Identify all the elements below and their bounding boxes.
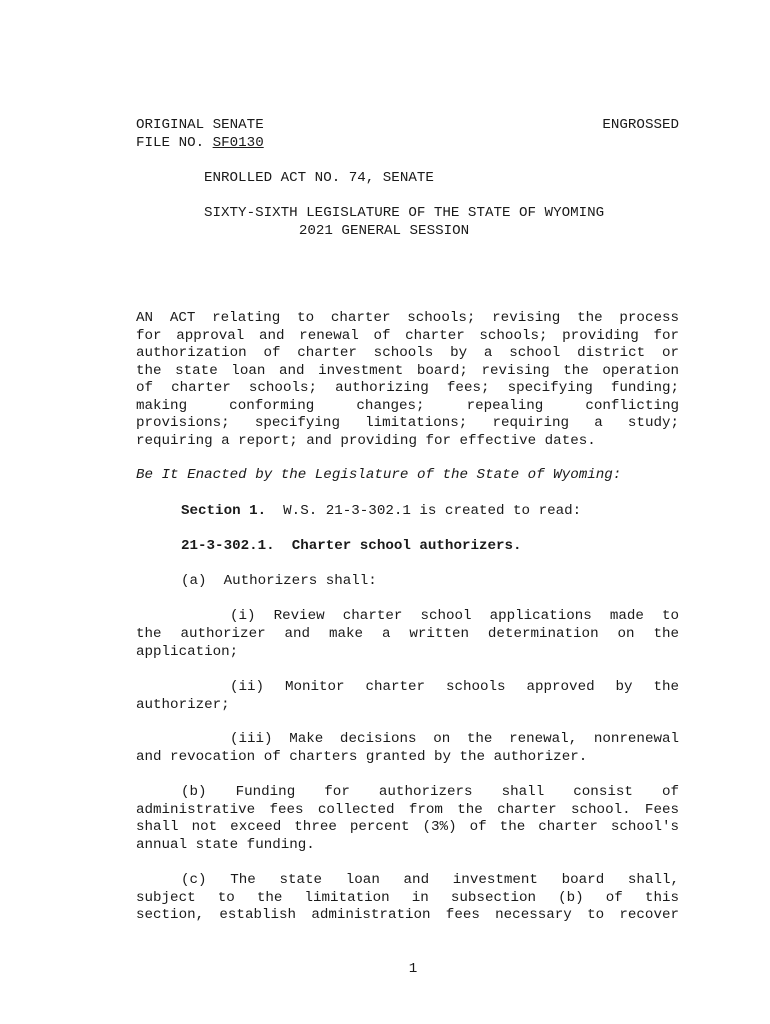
page-number: 1	[408, 961, 418, 977]
subsection-line: shall not exceed three percent (3%) of the charter school's	[136, 819, 679, 835]
section-1-text: W.S. 21-3-302.1 is created to read:	[283, 503, 582, 519]
act-title-line: of charter schools; authorizing fees; specifying funding;	[136, 380, 679, 396]
act-title-line: making conforming changes; repealing conflicting	[136, 397, 679, 414]
subsection-line: annual state funding.	[136, 836, 315, 853]
statute-heading	[181, 538, 522, 554]
subsection-line: subject to the limitation in subsection (b) of this	[136, 889, 679, 906]
act-title-line: authorization of charter schools by a school district or	[136, 345, 679, 361]
act-title-line: AN ACT relating to charter schools; revising the process	[136, 310, 679, 326]
paragraph-line: (iii) Make decisions on the renewal, nonrenewal	[230, 731, 679, 747]
paragraph-line: application;	[136, 643, 239, 660]
act-title-line: the state loan and investment board; revising the operation	[136, 362, 679, 379]
subsection-line: (c) The state loan and investment board shall,	[181, 872, 679, 888]
legislature-title: SIXTY-SIXTH LEGISLATURE OF THE STATE OF WYOMING	[204, 205, 605, 221]
statute-title: Charter school authorizers.	[291, 538, 522, 554]
header-file-no	[136, 135, 264, 151]
session-title: 2021 GENERAL SESSION	[298, 223, 470, 239]
paragraph-line: (ii) Monitor charter schools approved by the	[230, 679, 679, 695]
paragraph-line: the authorizer and make a written determination on the	[136, 626, 679, 642]
section-1	[181, 503, 581, 519]
act-title-line: provisions; specifying limitations; requiring a study;	[136, 415, 679, 431]
act-title-line: for approval and renewal of charter schools; providing for	[136, 327, 679, 344]
file-no-link[interactable]: SF0130	[212, 135, 264, 151]
subsection-line: (b) Funding for authorizers shall consist of	[181, 784, 679, 800]
section-1-label: Section 1.	[181, 503, 267, 519]
statute-number: 21-3-302.1.	[181, 538, 275, 554]
subsection-line: administrative fees collected from the charter school. Fees	[136, 801, 679, 818]
header-engrossed: ENGROSSED	[602, 117, 679, 133]
subsection-line: section, establish administration fees necessary to recover	[136, 907, 679, 923]
enacting-clause: Be It Enacted by the Legislature of the State of Wyoming:	[136, 467, 622, 483]
file-no-prefix: FILE NO.	[136, 135, 213, 151]
subsection-a: (a) Authorizers shall:	[181, 573, 377, 589]
paragraph-line: and revocation of charters granted by the authorizer.	[136, 748, 588, 765]
paragraph-line: authorizer;	[136, 696, 230, 713]
header-original-senate: ORIGINAL SENATE	[136, 117, 264, 133]
enrolled-act-number: ENROLLED ACT NO. 74, SENATE	[204, 170, 434, 186]
act-title-line: requiring a report; and providing for effective dates.	[136, 432, 596, 449]
paragraph-line: (i) Review charter school applications made to	[230, 608, 679, 624]
